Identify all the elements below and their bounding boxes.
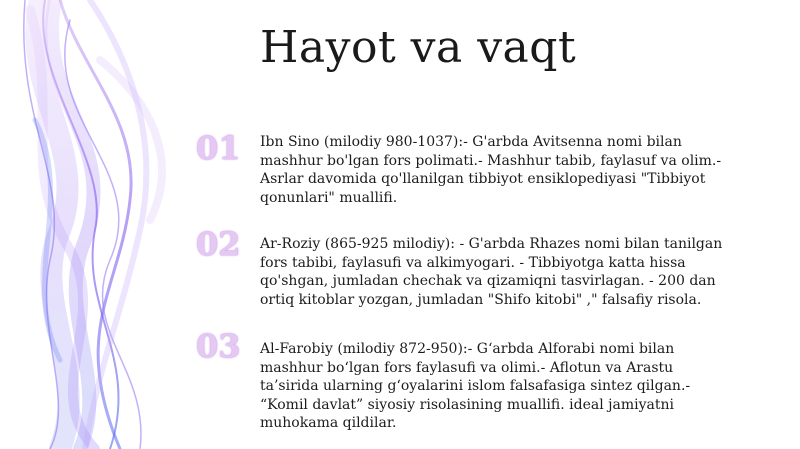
item-text: Ar-Roziy (865-925 milodiy): - G'arbda Rhazes nomi bilan tanilgan fors tabibi, faylasufi va alkimyogari. - Tibbiyotga katta hissa qo'shgan, jumladan chechak va qizamiqni tasvirlagan. - 200 dan ortiq kitoblar yozgan, jumladan "Shifo kitobi" ," falsafiy risola.: [260, 236, 723, 308]
slide-title: Hayot va vaqt: [260, 22, 577, 73]
item-number: 02: [196, 225, 241, 263]
item-text: Ibn Sino (milodiy 980-1037):- G'arbda Avitsenna nomi bilan mashhur bo'lgan fors polimati.- Mashhur tabib, faylasuf va olim.- Asrlar davomida qo'llanilgan tibbiyot ensiklopediyasi "Tibbiyot qonunlari" muallifi.: [260, 134, 722, 206]
item-text: Al-Farobiy (milodiy 872-950):- G‘arbda Alforabi nomi bilan mashhur bo‘lgan fors faylasufi va olimi.- Aflotun va Arastu ta’sirida ularning g‘oyalarini islom falsafasiga sintez qilgan.- “Komil davlat” siyosiy risolasining muallifi. ideal jamiyatni muhokama qildilar.: [260, 341, 691, 431]
item-number: 01: [196, 129, 241, 167]
item-number: 03: [196, 327, 241, 365]
